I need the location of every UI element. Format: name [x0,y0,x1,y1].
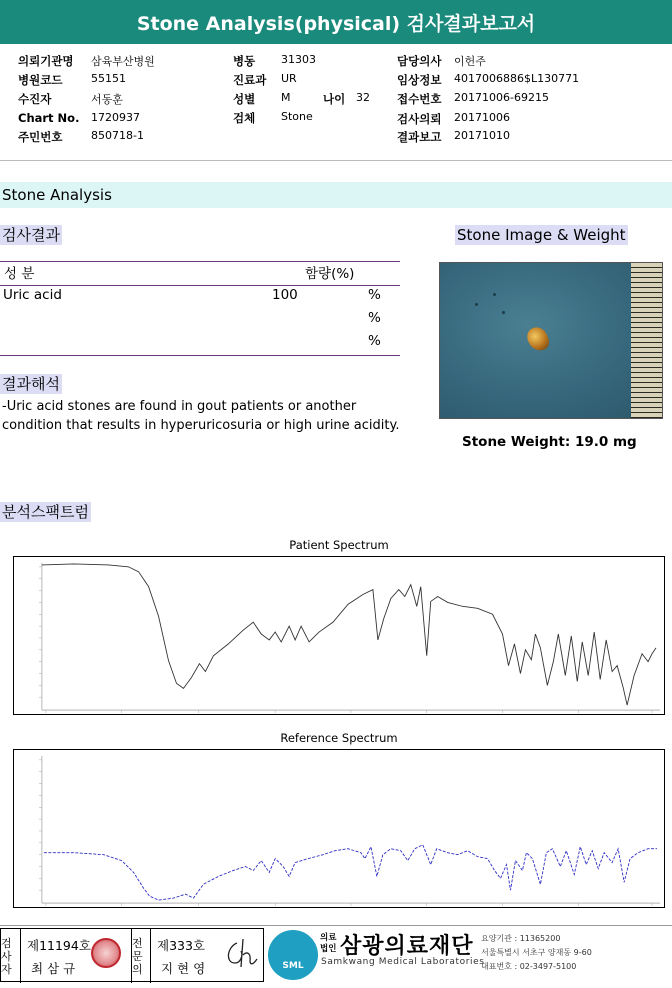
table-row-amount: 100 [272,287,298,303]
interpretation-heading: 결과해석 [2,375,60,393]
reference-spectrum-chart [13,749,665,908]
reference-spectrum-title: Reference Spectrum [280,731,398,745]
interpretation-line: condition that results in hyperuricosuria or high urine acidity. [2,418,400,433]
info-label: 검사의뢰 [397,112,442,126]
info-value: 삼육부산병원 [91,55,155,68]
info-value: M [281,91,291,104]
org-address: 서울특별시 서초구 양재동 9-60 [481,948,592,957]
ruler-icon [631,263,662,418]
patient-spectrum-title: Patient Spectrum [289,538,389,552]
patient-spectrum-chart [13,556,665,715]
org-name: 삼광의료재단 [340,934,474,959]
org-type-line: 법인 [320,944,337,954]
info-value: 55151 [91,72,126,85]
info-label: 주민번호 [18,130,63,144]
info-label: 검체 [233,111,256,125]
approver-label: 전문의 [131,929,151,983]
table-row-component: Uric acid [3,287,62,303]
info-label: 수진자 [18,92,52,106]
image-heading: Stone Image & Weight [457,226,626,244]
divider [0,160,672,161]
info-value: 850718-1 [91,129,144,142]
report-title: Stone Analysis(physical) 검사결과보고서 [136,12,536,35]
weight-value: 19.0 [574,434,609,450]
speck [475,303,478,306]
info-value: 20171010 [454,129,510,142]
info-value: 31303 [281,53,316,66]
org-english-name: Samkwang Medical Laboratories [321,957,485,967]
table-row-unit: % [368,310,381,326]
info-label: 의뢰기관명 [18,54,74,68]
info-value: 서동훈 [91,93,123,106]
interpretation-line: -Uric acid stones are found in gout patients or another [2,399,357,414]
info-value: 4017006886$L130771 [454,72,580,85]
table-row-unit: % [368,333,381,349]
stone-weight [462,434,637,450]
info-label: 나이 [323,92,346,106]
stone-photo [439,262,663,419]
org-phone: 대표번호 : 02-3497-5100 [481,962,577,971]
logo-text: SML [282,961,304,971]
signature-icon [223,937,259,971]
report-footer [0,928,672,986]
reference-spectrum-line [44,845,657,900]
section-title: Stone Analysis [0,182,672,208]
speck [502,311,505,314]
info-label: 담당의사 [397,54,442,68]
info-value: UR [281,72,297,85]
col-amount-header: 함량(%) [305,266,355,282]
inspector-no: 제11194호 [27,938,91,953]
info-label: 성별 [233,92,256,106]
seal-stamp-icon [91,938,121,968]
sml-logo-icon [268,930,318,980]
spectrum-heading: 분석스팩트럼 [2,503,89,521]
info-value: 1720937 [91,111,140,124]
info-value: 20171006 [454,111,510,124]
table-rule [0,285,400,286]
info-value: 이헌주 [454,55,486,68]
weight-unit: mg [612,434,637,450]
signature-box [0,928,264,982]
info-label: 병원코드 [18,73,63,87]
info-label: Chart No. [18,111,80,125]
inspector-label: 검사자 [1,929,21,983]
info-label: 접수번호 [397,92,442,106]
info-label: 진료과 [233,73,267,87]
result-heading: 검사결과 [2,226,60,244]
patient-info [0,50,672,162]
info-label: 임상정보 [397,73,442,87]
info-label: 결과보고 [397,130,442,144]
interpretation-text [2,397,422,435]
footer-divider [0,925,672,926]
weight-label: Stone Weight: [462,434,571,450]
report-title-bar [0,0,672,44]
approver-name: 지 현 영 [161,961,206,976]
info-value: Stone [281,110,313,123]
col-component-header: 성 분 [4,266,35,282]
info-value: 20171006-69215 [454,91,549,104]
org-type [320,933,336,955]
table-row-unit: % [368,287,381,303]
inspector-name: 최 삼 규 [31,961,76,976]
table-rule [0,355,400,356]
approver-no: 제333호 [157,938,206,953]
info-value: 32 [356,91,370,104]
speck [493,293,496,296]
org-type-line: 의료 [320,933,337,943]
org-code: 요양기관 : 11365200 [481,934,561,943]
patient-spectrum-line [42,564,656,705]
stone-icon [524,324,551,353]
org-contact [481,932,592,974]
info-label: 병동 [233,54,256,68]
